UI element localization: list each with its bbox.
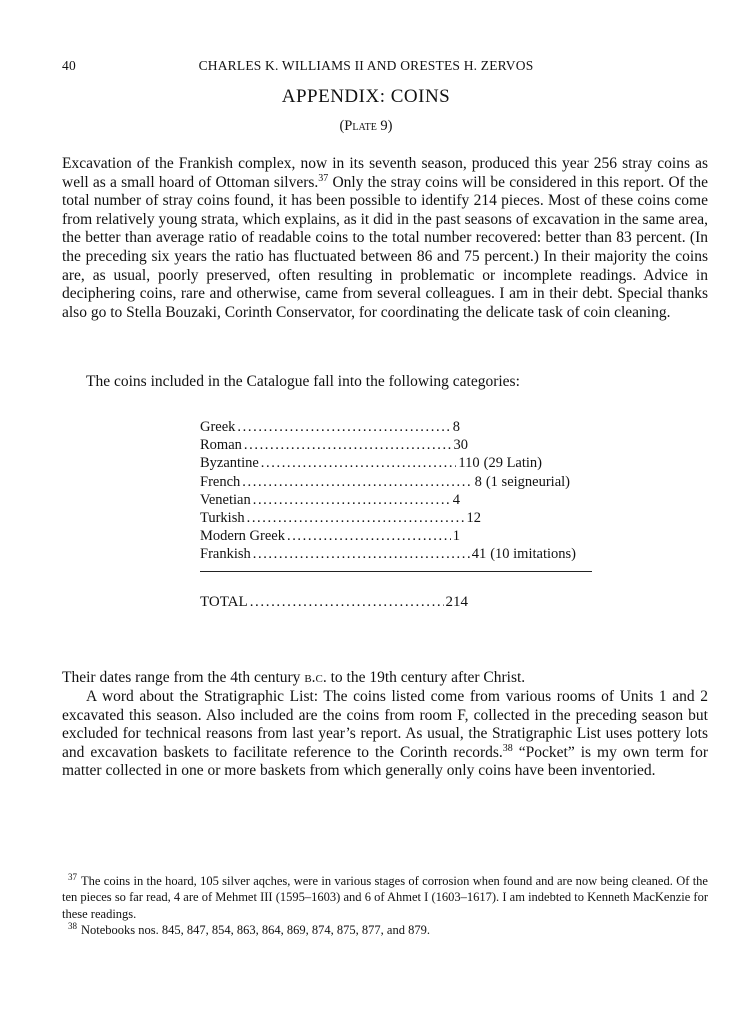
footnote-number: 38 [68,921,77,932]
table-total-row [200,594,468,612]
date-range-text-b: to the 19th century after Christ. [326,669,526,686]
dot-leader [253,491,451,509]
footnote-ref-37[interactable]: 37 [318,172,329,184]
category-label: Venetian [200,491,251,508]
table-row [200,454,542,472]
table-row [200,418,460,436]
dot-leader [253,545,470,563]
paragraph-date-range [62,669,708,688]
dot-leader [247,509,465,527]
footnote-ref-38[interactable]: 38 [502,742,513,754]
stratigraphic-text-a: A word about the Stratigraphic List: The coins listed come from various rooms of Units 1 and 2 excavated this season. Also included are the coins from room F, collected in the preceding season but excluded for technical reasons from last year’s report. As usual, the Stratigraphic List uses pottery lots and excavation baskets to facilitate reference to the Corinth records. [62,688,708,761]
page-number: 40 [62,58,76,73]
category-label: Byzantine [200,455,259,472]
running-title: CHARLES K. WILLIAMS II AND ORESTES H. ZERVOS [198,58,534,73]
paragraph-intro [62,155,708,322]
category-label: French [200,473,241,490]
running-head [62,58,670,78]
table-row [200,491,460,509]
category-count: 8 [474,473,482,490]
footnote-number: 37 [68,871,77,882]
table-row [200,545,576,563]
table-row [200,436,468,454]
total-count: 214 [445,594,468,610]
category-label: Greek [200,419,236,435]
section-title: APPENDIX: COINS [281,86,451,107]
total-label: TOTAL [200,594,248,610]
paragraph-intro-text-b: Only the stray coins will be considered in this report. Of the total number of stray coins found, it has been possible to identify 214 pieces. Most of these coins come from relatively young strata, which explains, as it did in the past seasons of excavation in the same area, the better than average ratio of readable coins to the total number recovered: better than 83 percent. (In the preceding six years the ratio has fluctuated between 86 and 75 percent.) In their majority the coins are, as usual, poorly preserved, often resulting in problematic or incomplete readings. Advice in deciphering coins, rare and otherwise, came from several colleagues. I am in their debt. Special thanks also go to Stella Bouzaki, Corinth Conservator, for coordinating the delicate task of coin cleaning. [62,173,708,321]
paragraph-intro-text-a: Excavation of the Frankish complex, now in its seventh season, produced this year 256 stray coins as well as a small hoard of Ottoman silvers. [62,155,708,191]
footnote-text: The coins in the hoard, 105 silver aqches, were in various stages of corrosion when found and are now being cleaned. Of the ten pieces so far read, 4 are of Mehmet III (1595–1603) and 6 of Ahmet I (1603–1617). I am indebted to Kenneth MacKenzie for these readings. [62,874,708,921]
category-count: 1 [452,528,460,545]
footnote-38 [62,922,708,938]
paragraph-stratigraphic-list [62,688,708,781]
dot-leader [287,527,451,545]
category-count: 110 [458,455,480,472]
category-note: (1 seigneurial) [485,473,570,490]
dot-leader [250,594,444,611]
category-note: (29 Latin) [483,455,542,472]
dot-leader [237,418,450,436]
category-label: Modern Greek [200,528,285,545]
category-label: Turkish [200,509,245,526]
stratigraphic-text-b: “Pocket” is my own term for matter collected in one or more baskets from which generally only coins have been inventoried. [62,743,708,780]
category-label: Roman [200,437,242,454]
footnote-text: Notebooks nos. 845, 847, 854, 863, 864, 869, 874, 875, 877, and 879. [81,923,430,938]
dot-leader [244,436,452,454]
footnotes [62,873,708,939]
category-label: Frankish [200,546,251,563]
category-count: 4 [452,491,460,508]
table-row [200,473,570,491]
footnote-37 [62,873,708,922]
category-count: 8 [452,419,460,435]
plate-reference: (Plate 9) [339,118,393,134]
table-divider [200,571,592,572]
coin-category-table [200,418,592,564]
category-count: 12 [466,509,481,526]
category-count: 41 [471,546,487,563]
date-range-text-a: Their dates range from the 4th century [62,669,305,686]
date-range-era: b.c. [304,669,327,686]
table-row [200,527,460,545]
table-row [200,509,481,527]
dot-leader [242,473,472,491]
category-note: (10 imitations) [490,546,576,563]
paragraph-categories-intro: The coins included in the Catalogue fall into the following categories: [86,373,520,390]
category-count: 30 [453,437,468,454]
dot-leader [261,454,457,472]
